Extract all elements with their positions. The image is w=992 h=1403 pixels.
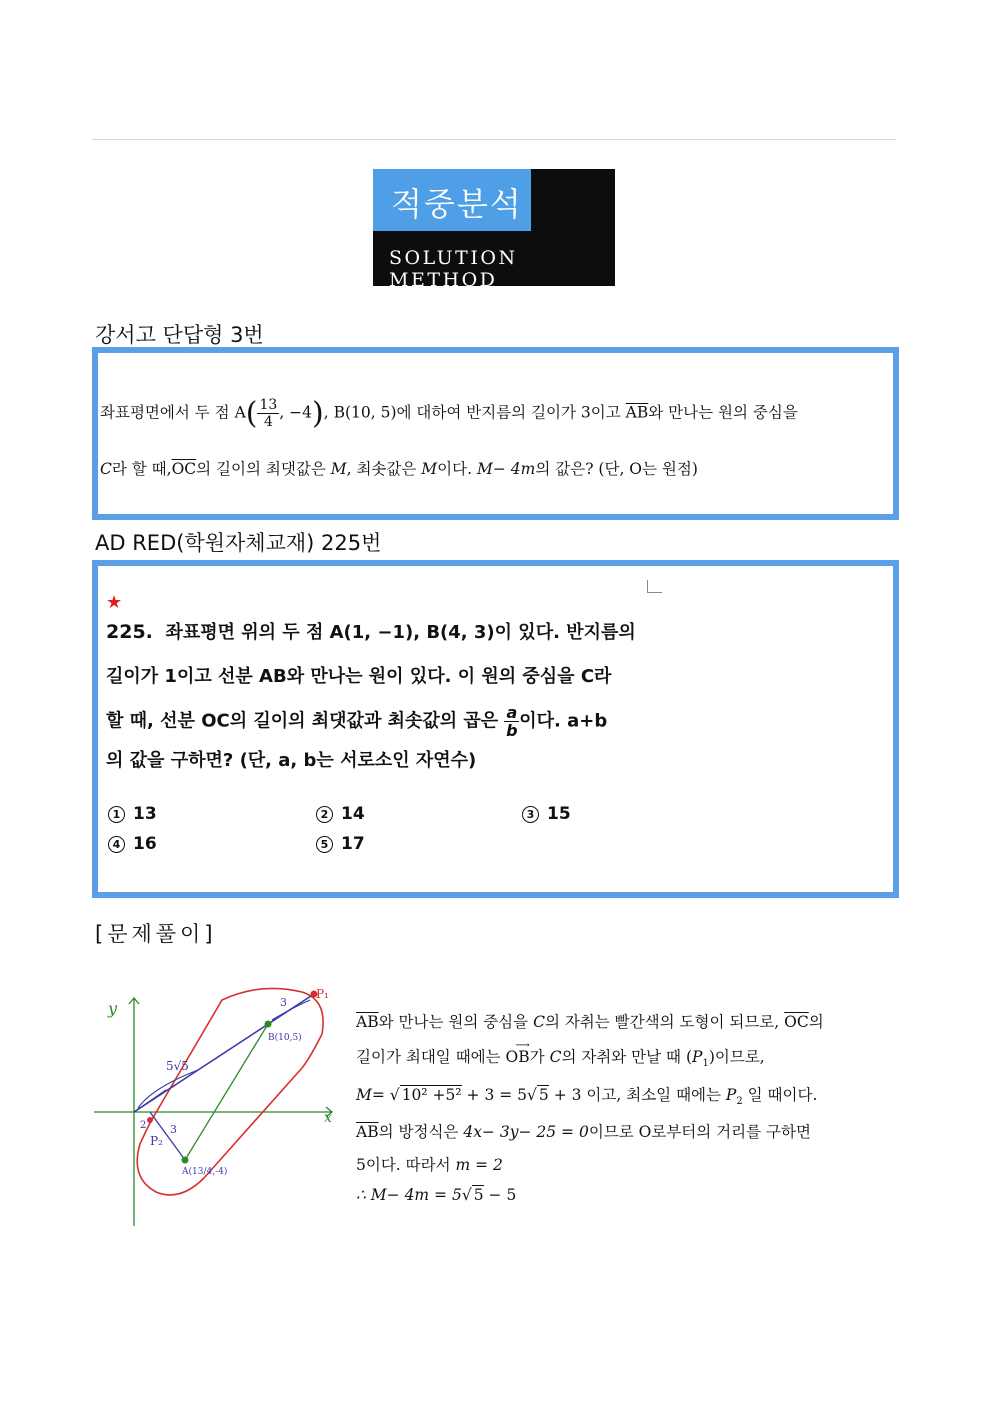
text: 가 <box>529 1048 550 1066</box>
var-p: P <box>725 1086 737 1104</box>
choice-2[interactable] <box>316 804 365 824</box>
subscript: 1 <box>702 1058 709 1070</box>
heading-textbook-problem: AD RED(학원자체교재) 225번 <box>95 531 382 555</box>
fraction-denominator: 4 <box>263 414 273 430</box>
m-value: m = 2 <box>455 1156 503 1174</box>
vector-label: OB <box>505 1048 530 1066</box>
label-p1: P₁ <box>316 987 329 1001</box>
text: − 5 <box>483 1186 517 1204</box>
text: 할 때, 선분 OC의 길이의 최댓값과 최솟값의 곱은 <box>106 710 499 732</box>
choice-5[interactable] <box>316 834 365 854</box>
solution-line-4 <box>356 1120 811 1142</box>
text: 이다. a+b <box>519 710 608 732</box>
sqrt-content: 5 <box>538 1086 549 1104</box>
textbook-line-4: 의 값을 구하면? (단, a, b는 서로소인 자연수) <box>106 750 477 771</box>
text: 의 자취는 빨간색의 도형이 되므로, <box>544 1013 785 1031</box>
choice-value: 16 <box>133 834 157 854</box>
problem-number: 225. <box>106 621 153 643</box>
right-paren: ) <box>312 396 324 431</box>
label-a: A(13/4,-4) <box>182 1167 228 1177</box>
choice-marker: 4 <box>108 836 125 853</box>
line-equation: 4x− 3y− 25 = 0 <box>463 1123 589 1141</box>
locus-graph <box>92 978 342 1230</box>
sqrt-content: 5 <box>473 1186 484 1204</box>
sqrt-sign-icon: √ <box>461 1186 472 1204</box>
var-c: C <box>100 460 112 478</box>
text: 이다. <box>437 460 477 478</box>
fraction-a-b <box>504 704 519 739</box>
text: 의 <box>808 1013 824 1031</box>
segment-ab <box>185 1024 268 1160</box>
segment-ab: $\overline{AB}$ <box>356 1123 379 1141</box>
point-b <box>265 1021 272 1028</box>
choice-4[interactable] <box>108 834 157 854</box>
textbook-problem-box <box>92 560 899 898</box>
point-p2 <box>147 1117 153 1123</box>
choice-marker: 1 <box>108 806 125 823</box>
logo-english-text: SOLUTION METHOD <box>389 247 518 291</box>
star-icon: ★ <box>106 592 123 613</box>
choice-marker: 5 <box>316 836 333 853</box>
text: 이므로 O로부터의 거리를 구하면 <box>588 1123 811 1141</box>
fraction-13-4 <box>257 397 279 430</box>
text: , B(10, 5)에 대하여 반지름의 길이가 3이고 <box>323 403 626 422</box>
logo-korean-text: 적중분석 <box>391 185 523 223</box>
choice-value: 15 <box>547 804 571 824</box>
solution-method-logo <box>373 169 615 291</box>
school-problem-line-2 <box>100 457 698 479</box>
label-radius-bottom: 3 <box>170 1123 177 1136</box>
corner-mark <box>647 580 662 593</box>
text: M= <box>356 1086 390 1104</box>
school-problem-box <box>92 347 899 520</box>
expression: M− 4m <box>476 460 536 478</box>
text: 의 길이의 최댓값은 <box>196 460 331 478</box>
choice-value: 14 <box>341 804 365 824</box>
solution-line-1 <box>356 1010 824 1032</box>
solution-line-3 <box>356 1083 817 1107</box>
text: 라 할 때, <box>111 460 172 478</box>
text: + 3 = 5 <box>461 1086 528 1104</box>
text: 5이다. 따라서 <box>356 1156 456 1174</box>
school-problem-line-1 <box>100 396 798 431</box>
choice-marker: 2 <box>316 806 333 823</box>
choice-value: 17 <box>341 834 365 854</box>
choice-3[interactable] <box>522 804 571 824</box>
text: 일 때이다. <box>742 1086 818 1104</box>
textbook-line-2: 길이가 1이고 선분 AB와 만나는 원이 있다. 이 원의 중심을 C라 <box>106 666 612 687</box>
text: , −4 <box>279 403 313 422</box>
label-radius-top: 3 <box>280 996 287 1009</box>
top-divider <box>92 139 896 140</box>
heading-solution: [문제풀이] <box>95 922 217 946</box>
choice-value: 13 <box>133 804 157 824</box>
sqrt-sign-icon: √ <box>527 1086 537 1104</box>
var-c: C <box>549 1048 562 1066</box>
text: , 최솟값은 <box>346 460 422 478</box>
fraction-numerator: 13 <box>259 397 278 413</box>
fraction-denominator: b <box>506 721 518 740</box>
vector-ob <box>505 1040 530 1066</box>
segment-o-p2 <box>134 1090 166 1112</box>
solution-line-5 <box>356 1153 503 1175</box>
fraction-numerator: a <box>506 703 518 722</box>
label-p2: P₂ <box>150 1134 163 1148</box>
segment-ab: $\overline{AB}$ <box>356 1013 379 1031</box>
var-m: M <box>421 460 438 478</box>
heading-school-problem: 강서고 단답형 3번 <box>95 323 264 347</box>
point-a <box>182 1157 189 1164</box>
left-paren: ( <box>245 396 258 431</box>
text: 와 만나는 원의 중심을 <box>648 403 798 422</box>
textbook-line-1 <box>106 618 636 644</box>
var-p: P <box>692 1048 703 1066</box>
text: + 3 이고, 최소일 때에는 <box>548 1086 726 1104</box>
var-m: M <box>330 460 347 478</box>
vector-arrow-icon: ⟶ <box>515 1040 530 1051</box>
sqrt-sign-icon: √ <box>389 1086 400 1104</box>
solution-line-2 <box>356 1040 765 1070</box>
segment-ab: $\overline{AB}$ <box>625 403 649 422</box>
text: 좌표평면에서 두 점 A <box>100 403 246 422</box>
text: )이므로, <box>708 1048 765 1066</box>
segment-oc: $\overline{OC}$ <box>171 460 197 478</box>
x-label: x <box>324 1110 332 1126</box>
solution-line-6 <box>356 1186 516 1204</box>
text: 의 방정식은 <box>378 1123 464 1141</box>
text: ∴ M− 4m = 5 <box>356 1186 462 1204</box>
text: 의 값은? (단, O는 원점) <box>535 460 698 478</box>
choice-1[interactable] <box>108 804 157 824</box>
label-distance-2: 2 <box>140 1120 147 1131</box>
y-label: y <box>108 999 118 1018</box>
text: 좌표평면 위의 두 점 A(1, −1), B(4, 3)이 있다. 반지름의 <box>165 622 636 643</box>
textbook-line-3 <box>106 704 607 739</box>
sqrt-content: 10² +5² <box>401 1086 462 1104</box>
text: 길이가 최대일 때에는 <box>356 1048 506 1066</box>
label-b: B(10,5) <box>268 1033 302 1043</box>
var-c: C <box>533 1013 545 1031</box>
text: 의 자취와 만날 때 ( <box>561 1048 693 1066</box>
text: 와 만나는 원의 중심을 <box>378 1013 534 1031</box>
choice-marker: 3 <box>522 806 539 823</box>
subscript: 2 <box>736 1096 743 1108</box>
label-distance: 5√5 <box>166 1059 189 1073</box>
segment-oc: $\overline{OC}$ <box>784 1013 809 1031</box>
